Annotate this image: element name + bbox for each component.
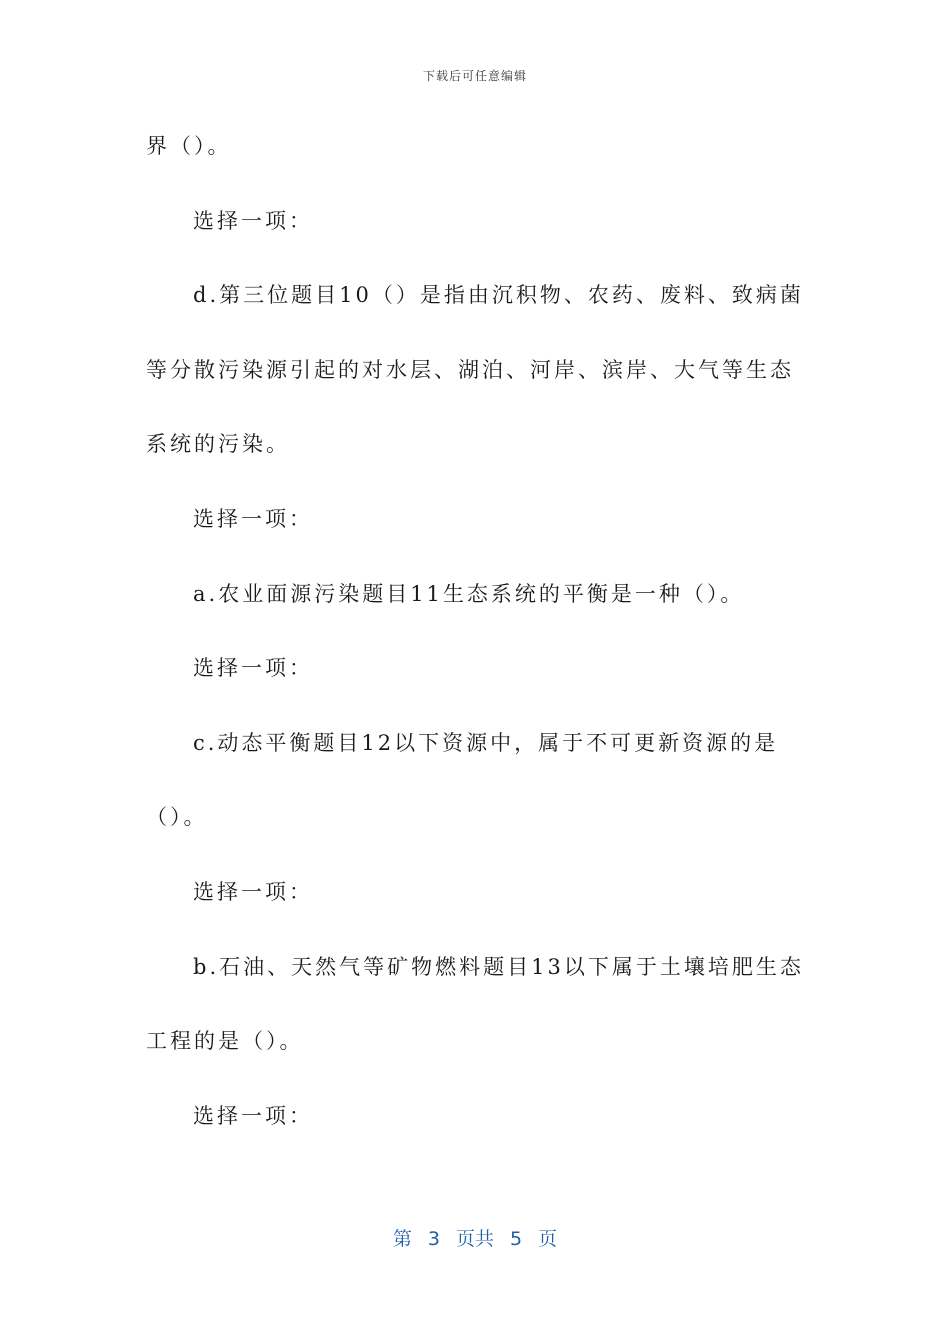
- body-line: 等分散污染源引起的对水层、湖泊、河岸、滨岸、大气等生态: [146, 357, 794, 382]
- header-note: 下载后可任意编辑: [422, 69, 527, 83]
- footer-middle: 页共: [455, 1228, 494, 1250]
- body-line: 工程的是（）。: [146, 1029, 304, 1054]
- body-line: 选择一项：: [193, 1103, 313, 1128]
- body-line: 系统的污染。: [146, 432, 290, 457]
- footer-current-page: 3: [427, 1228, 440, 1250]
- body-line: 选择一项：: [193, 208, 313, 233]
- body-line: （）。: [146, 805, 208, 830]
- page-footer: [0, 1224, 950, 1251]
- body-line: d.第三位题目10（）是指由沉积物、农药、废料、致病菌: [193, 283, 804, 308]
- footer-total-pages: 5: [510, 1228, 523, 1250]
- footer-prefix: 第: [392, 1228, 412, 1250]
- body-line: a.农业面源污染题目11生态系统的平衡是一种（）。: [193, 581, 745, 606]
- body-line: 选择一项：: [193, 879, 313, 904]
- body-line: c.动态平衡题目12以下资源中，属于不可更新资源的是: [193, 730, 779, 755]
- document-body: [146, 120, 806, 1164]
- body-line: b.石油、天然气等矿物燃料题目13以下属于土壤培肥生态: [193, 954, 804, 979]
- body-line: 选择一项：: [193, 506, 313, 531]
- footer-suffix: 页: [538, 1228, 558, 1250]
- body-line: 界（）。: [146, 134, 232, 158]
- body-line: 选择一项：: [193, 656, 313, 681]
